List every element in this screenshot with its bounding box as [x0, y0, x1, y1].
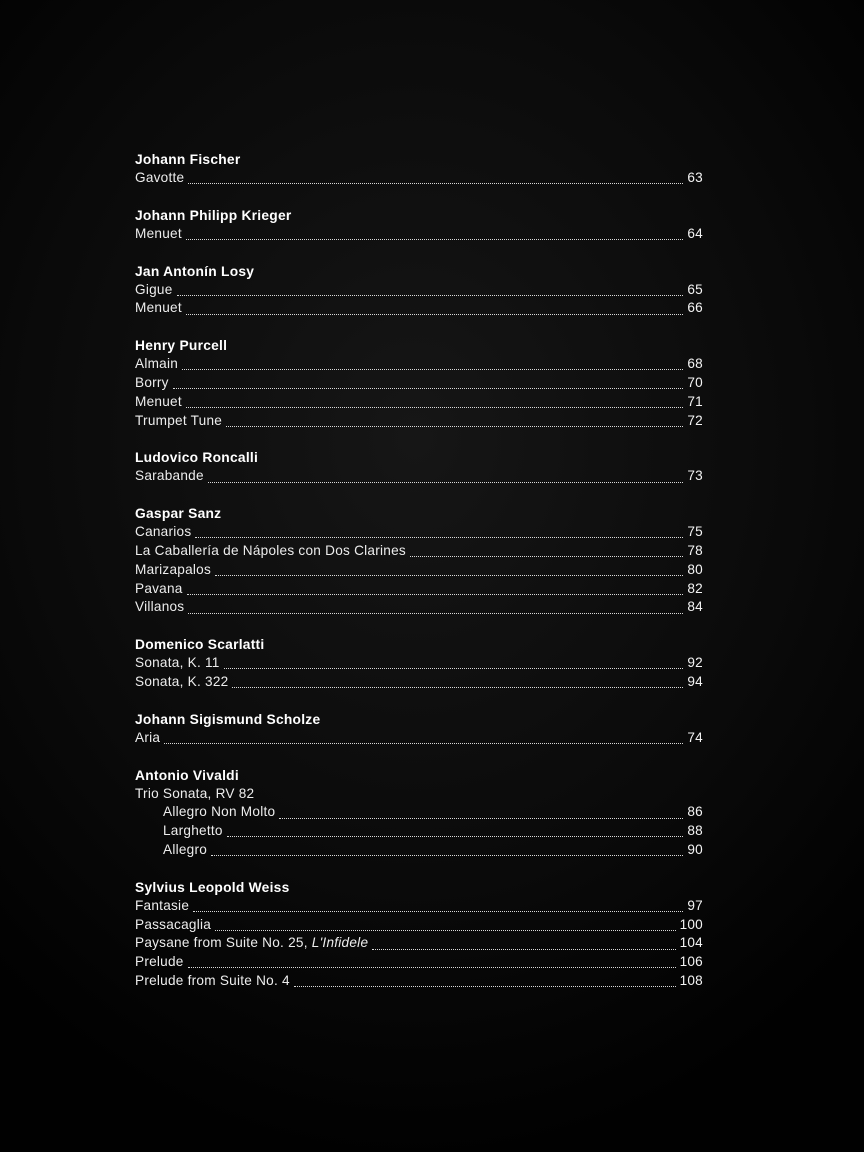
piece-title: Trio Sonata, RV 82: [135, 785, 255, 801]
page-number: 72: [687, 412, 703, 428]
piece-title: Passacaglia: [135, 916, 212, 932]
page-number: 88: [687, 823, 703, 839]
toc-entry: [135, 897, 703, 916]
dot-leader: [279, 818, 683, 819]
dot-leader: [193, 911, 683, 912]
toc-section: [135, 710, 703, 748]
toc-section: [135, 878, 703, 991]
toc-entry: [135, 467, 703, 486]
composer-name: Ludovico Roncalli: [135, 450, 259, 466]
toc-entry: [135, 374, 703, 393]
toc-entry: [135, 916, 703, 935]
toc-entry: [135, 654, 703, 673]
composer-name: Jan Antonín Losy: [135, 263, 255, 279]
piece-title: Prelude: [135, 954, 184, 970]
page-number: 71: [687, 393, 703, 409]
piece-title: Prelude from Suite No. 4: [135, 972, 290, 988]
dot-leader: [232, 687, 683, 688]
piece-title: Larghetto: [163, 823, 223, 839]
dot-leader: [173, 388, 684, 389]
page-number: 80: [687, 561, 703, 577]
toc-entry: [135, 729, 703, 748]
page-number: 65: [687, 281, 703, 297]
piece-title: Borry: [135, 374, 169, 390]
piece-title: Canarios: [135, 524, 192, 540]
page-number: 82: [687, 580, 703, 596]
page-number: 100: [679, 916, 703, 932]
piece-title: Marizapalos: [135, 561, 212, 577]
toc-entry: [135, 598, 703, 617]
piece-title: Sonata, K. 11: [135, 655, 220, 671]
toc-section: [135, 448, 703, 486]
dot-leader: [188, 967, 676, 968]
page-number: 78: [687, 542, 703, 558]
toc-entry: [135, 393, 703, 412]
toc-entry: [135, 169, 703, 188]
dot-leader: [215, 930, 676, 931]
piece-title: Allegro Non Molto: [163, 804, 276, 820]
dot-leader: [224, 668, 684, 669]
page-number: 104: [679, 935, 703, 951]
dot-leader: [208, 482, 684, 483]
piece-title: Almain: [135, 356, 179, 372]
dot-leader: [188, 613, 683, 614]
toc-entry: [135, 785, 703, 804]
page-number: 86: [687, 804, 703, 820]
dot-leader: [186, 239, 684, 240]
toc-section: [135, 766, 703, 860]
toc-entry: [135, 523, 703, 542]
page-number: 70: [687, 374, 703, 390]
composer-name: Antonio Vivaldi: [135, 767, 239, 783]
dot-leader: [177, 295, 684, 296]
composer-name: Sylvius Leopold Weiss: [135, 879, 290, 895]
toc-entry: [135, 673, 703, 692]
piece-title: Paysane from Suite No. 25, L'Infidele: [135, 935, 369, 951]
piece-title: Aria: [135, 729, 161, 745]
toc-entry: [135, 355, 703, 374]
page-number: 64: [687, 225, 703, 241]
dot-leader: [186, 314, 684, 315]
toc-entry: [135, 972, 703, 991]
toc-entry: [135, 299, 703, 318]
dot-leader: [215, 575, 683, 576]
dot-leader: [226, 426, 683, 427]
composer-name: Henry Purcell: [135, 338, 228, 354]
page-number: 68: [687, 356, 703, 372]
page-number: 73: [687, 468, 703, 484]
toc-entry: [135, 225, 703, 244]
toc-entry: [135, 561, 703, 580]
piece-title: Menuet: [135, 393, 182, 409]
piece-title: Sarabande: [135, 468, 204, 484]
piece-title: Gigue: [135, 281, 173, 297]
page-number: 75: [687, 524, 703, 540]
composer-name: Domenico Scarlatti: [135, 637, 265, 653]
toc-section: [135, 206, 703, 244]
page-number: 92: [687, 655, 703, 671]
piece-title: Trumpet Tune: [135, 412, 223, 428]
piece-title: Sonata, K. 322: [135, 673, 229, 689]
page-number: 63: [687, 170, 703, 185]
page-number: 66: [687, 300, 703, 316]
toc-entry: [135, 580, 703, 599]
toc-entry: [135, 822, 703, 841]
page-number: 84: [687, 599, 703, 615]
piece-title: Gavotte: [135, 170, 185, 185]
piece-title: La Caballería de Nápoles con Dos Clarines: [135, 542, 406, 558]
toc-entry: [135, 841, 703, 860]
piece-title: Menuet: [135, 300, 182, 316]
piece-title: Fantasie: [135, 897, 190, 913]
dot-leader: [187, 594, 684, 595]
dot-leader: [186, 407, 684, 408]
page-number: 74: [687, 729, 703, 745]
page-number: 106: [679, 954, 703, 970]
toc-entry: [135, 934, 703, 953]
dot-leader: [372, 949, 675, 950]
composer-name: Johann Sigismund Scholze: [135, 711, 321, 727]
piece-title: Menuet: [135, 225, 182, 241]
dot-leader: [211, 855, 683, 856]
page-number: 108: [679, 972, 703, 988]
toc-section: [135, 504, 703, 617]
page-number: 97: [687, 897, 703, 913]
dot-leader: [227, 836, 684, 837]
composer-name: Johann Fischer: [135, 152, 241, 167]
dot-leader: [294, 986, 676, 987]
toc-section: [135, 262, 703, 319]
toc-entry: [135, 542, 703, 561]
toc-entry: [135, 803, 703, 822]
piece-title: Allegro: [163, 841, 208, 857]
composer-name: Johann Philipp Krieger: [135, 207, 292, 223]
toc: [135, 150, 703, 991]
dot-leader: [164, 743, 683, 744]
dot-leader: [195, 537, 683, 538]
toc-section: [135, 336, 703, 430]
composer-name: Gaspar Sanz: [135, 506, 222, 522]
piece-title: Pavana: [135, 580, 183, 596]
page-number: 90: [687, 841, 703, 857]
toc-section: [135, 635, 703, 692]
toc-entry: [135, 412, 703, 431]
dot-leader: [182, 369, 683, 370]
page-number: 94: [687, 673, 703, 689]
piece-title-italic: L'Infidele: [311, 935, 369, 951]
dot-leader: [188, 183, 683, 184]
toc-entry: [135, 953, 703, 972]
piece-title: Villanos: [135, 599, 185, 615]
toc-section: [135, 150, 703, 188]
toc-entry: [135, 281, 703, 300]
dot-leader: [410, 556, 683, 557]
